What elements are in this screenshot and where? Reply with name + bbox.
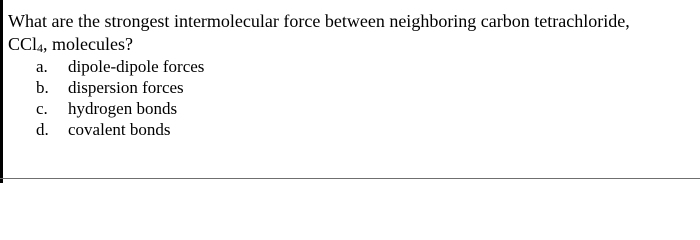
answer-options-list [36,56,204,140]
option-letter: d. [36,120,49,139]
option-text: dispersion forces [68,78,184,97]
question-text [8,10,698,60]
option-text: covalent bonds [68,120,171,139]
chemical-formula-subscript: 4 [37,41,44,55]
option-letter: b. [36,78,49,97]
answer-option-d [36,119,204,140]
option-text: dipole-dipole forces [68,57,205,76]
answer-option-a [36,56,204,77]
option-letter: c. [36,99,48,118]
answer-option-b [36,77,204,98]
option-text: hydrogen bonds [68,99,178,118]
bottom-divider-line [0,178,700,179]
chemical-formula-prefix: CCl [8,34,38,54]
answer-option-c [36,98,204,119]
option-letter: a. [36,57,48,76]
question-line-1: What are the strongest intermolecular force between neighboring carbon tetrachloride, [8,11,630,31]
left-border-line [0,0,3,183]
question-line-2-suffix: , molecules? [43,34,133,54]
